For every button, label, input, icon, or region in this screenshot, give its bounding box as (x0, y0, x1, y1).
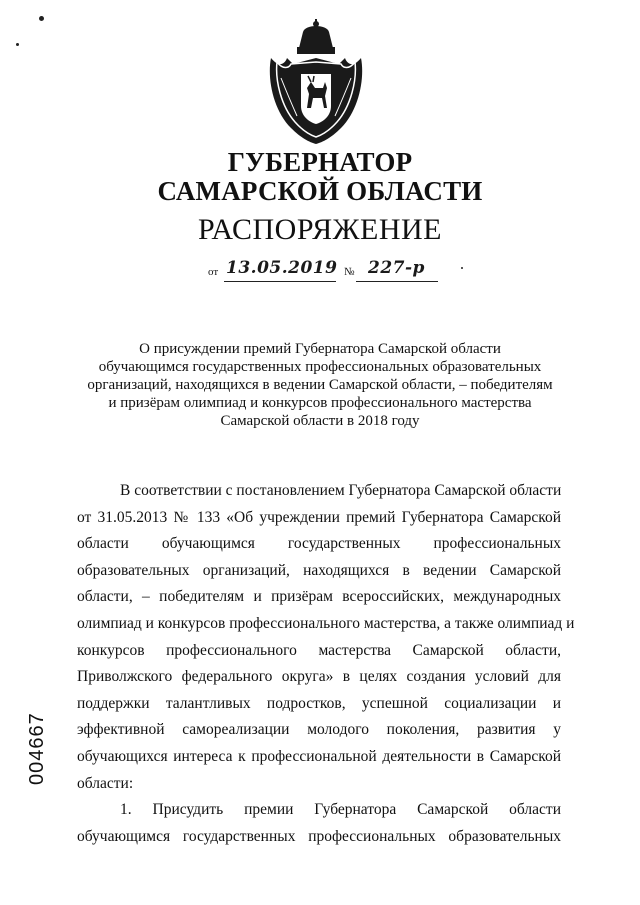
body-line: 1. Присудить премии Губернатора Самарской области (120, 801, 561, 819)
body-line: олимпиад и конкурсов профессионального мастерства, а также олимпиад и (77, 614, 575, 632)
issuer-title-line2: САМАРСКОЙ ОБЛАСТИ (157, 176, 483, 206)
document-body (77, 478, 575, 850)
scan-speck (461, 267, 463, 269)
body-line: области обучающимся государственных профессиональных (77, 535, 561, 553)
number-prefix: № (344, 266, 355, 278)
document-type-title: РАСПОРЯЖЕНИЕ (197, 213, 443, 246)
body-line: обучающихся интереса к профессиональной деятельности в Самарской (77, 747, 561, 765)
subject-line: обучающимся государственных профессиональных образовательных (98, 359, 542, 375)
document-subject (70, 340, 570, 430)
body-line: поддержки талантливых подростков, успешной социализации и (77, 694, 561, 712)
registration-stamp-number: 004667 (26, 712, 48, 785)
body-line: области, – победителям и призёрам всероссийских, международных (77, 588, 561, 606)
scan-speck (39, 16, 44, 21)
body-line: Приволжского федерального округа» в целях создания условий для (77, 668, 561, 686)
subject-line: Самарской области в 2018 году (220, 413, 420, 429)
coat-of-arms-icon (267, 18, 365, 146)
date-underline (224, 281, 336, 282)
subject-line: и призёрам олимпиад и конкурсов профессионального мастерства (108, 395, 532, 411)
subject-line: О присуждении премий Губернатора Самарской области (139, 341, 501, 357)
body-line: обучающимся государственных профессиональных образовательных (77, 827, 561, 845)
body-line: образовательных организаций, находящихся в ведении Самарской (77, 561, 561, 579)
issuer-title-line1: ГУБЕРНАТОР (227, 147, 413, 177)
number-underline (356, 281, 438, 282)
date-prefix: от (208, 266, 219, 278)
body-line: от 31.05.2013 № 133 «Об учреждении премий Губернатора Самарской (77, 508, 561, 526)
scan-speck (16, 43, 19, 46)
subject-line: организаций, находящихся в ведении Самарской области, – победителям (87, 377, 553, 393)
body-line: эффективной самореализации молодого поколения, развития у (77, 721, 561, 739)
body-line: области: (77, 774, 134, 792)
body-line: конкурсов профессионального мастерства Самарской области, (77, 641, 561, 659)
handwritten-date: 13.05.2019 (226, 258, 338, 278)
body-line: В соответствии с постановлением Губернатора Самарской области (120, 482, 562, 499)
handwritten-number: 227-р (368, 258, 425, 278)
date-number-line (208, 256, 448, 286)
